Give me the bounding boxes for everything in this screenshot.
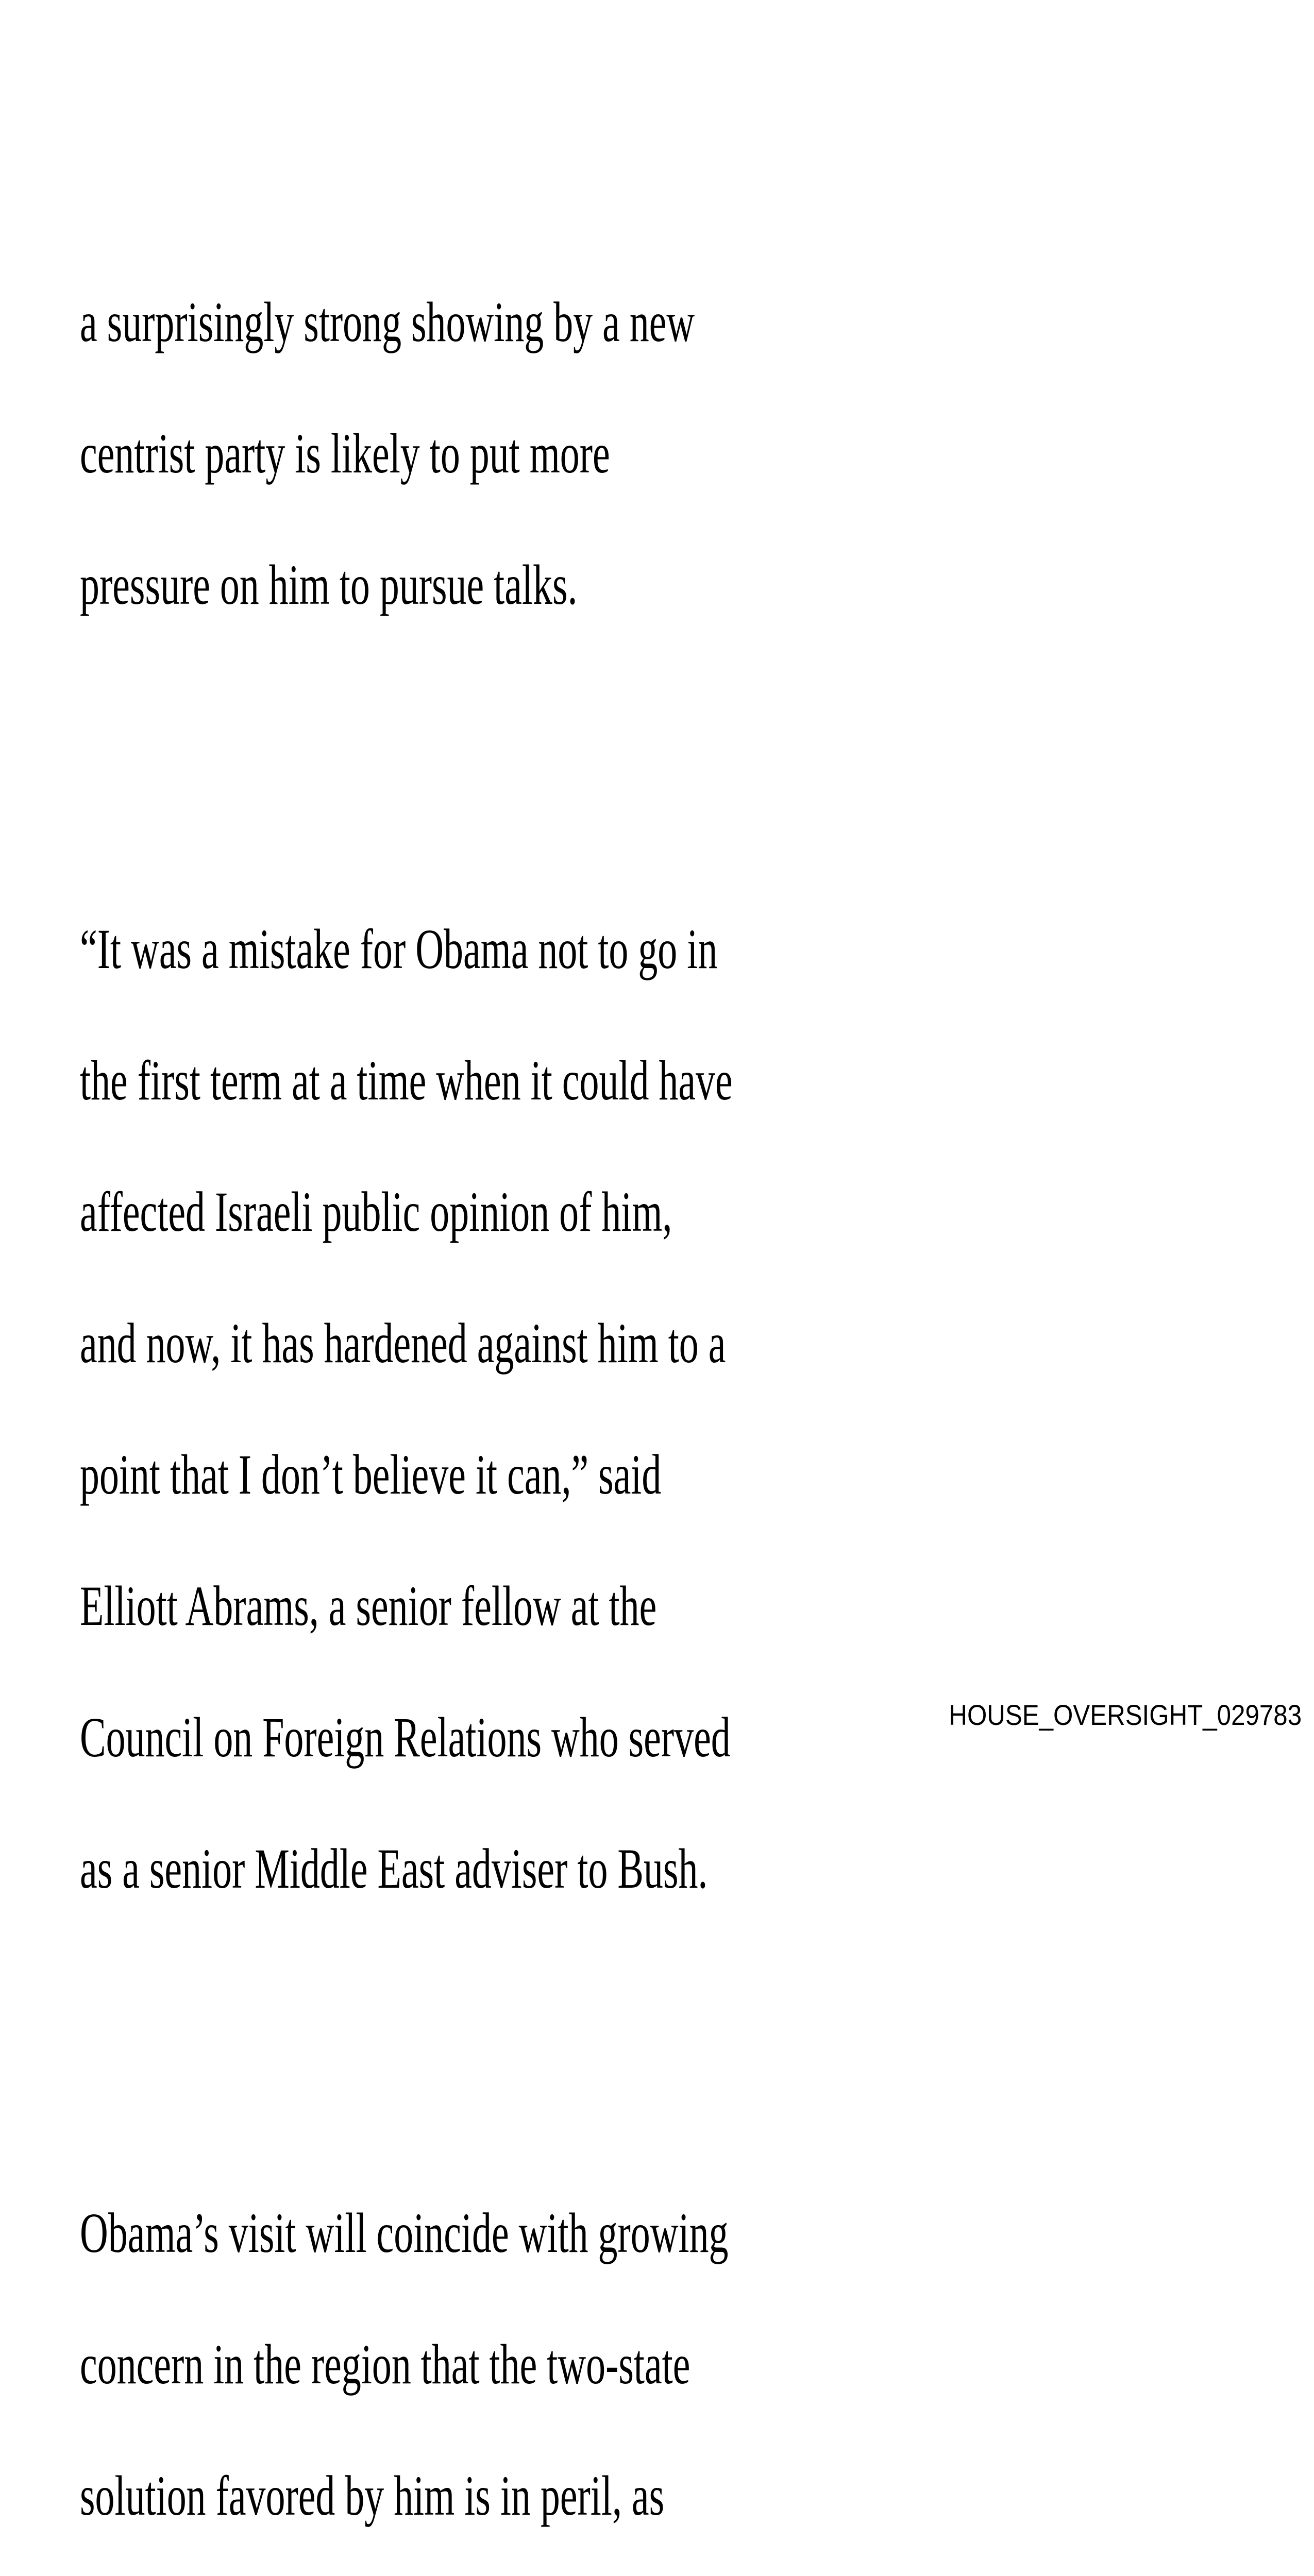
text-line: centrist party is likely to put more — [80, 422, 610, 485]
text-line: as a senior Middle East adviser to Bush. — [80, 1837, 708, 1900]
text-line: solution favored by him is in peril, as — [80, 2464, 665, 2527]
paragraph — [80, 840, 735, 1978]
text-line: Obama’s visit will coincide with growing — [80, 2201, 729, 2264]
article-body — [80, 81, 735, 2576]
text-line: Council on Foreign Relations who served — [80, 1706, 731, 1769]
text-line: Elliott Abrams, a senior fellow at the — [80, 1574, 657, 1637]
bates-stamp: HOUSE_OVERSIGHT_029783 — [949, 1699, 1302, 1731]
text-line: concern in the region that the two-state — [80, 2333, 690, 2396]
text-line: the first term at a time when it could have — [80, 1049, 733, 1112]
text-line: and now, it has hardened against him to a — [80, 1312, 726, 1375]
text-line: affected Israeli public opinion of him, — [80, 1180, 672, 1243]
text-line: a surprisingly strong showing by a new — [80, 291, 695, 353]
paragraph — [80, 213, 735, 694]
text-line: point that I don’t believe it can,” said — [80, 1443, 662, 1506]
paragraph — [80, 2124, 735, 2576]
text-line: “It was a mistake for Obama not to go in — [80, 918, 718, 980]
text-line: pressure on him to pursue talks. — [80, 553, 578, 616]
